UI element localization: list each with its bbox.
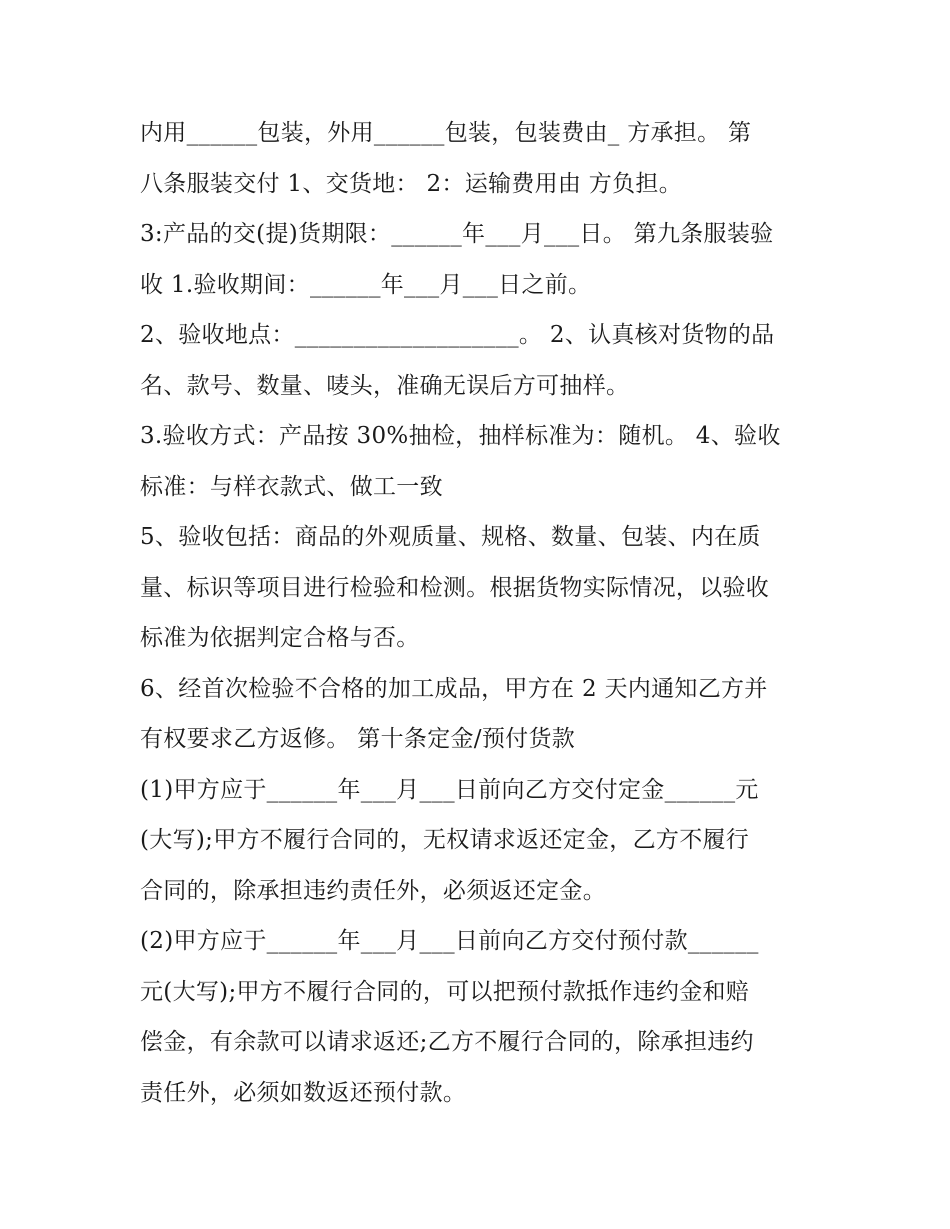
contract-text-body xyxy=(140,108,820,1118)
text-line: 八条服装交付 1、交货地： 2：运输费用由 方负担。 xyxy=(140,170,682,197)
text-line: 标准为依据判定合格与否。 xyxy=(140,625,420,651)
text-line: 5、验收包括：商品的外观质量、规格、数量、包装、内在质 xyxy=(140,524,761,550)
text-line: 名、款号、数量、唛头，准确无误后方可抽样。 xyxy=(140,372,630,399)
text-line: 偿金，有余款可以请求返还;乙方不履行合同的，除承担违约 xyxy=(140,1029,754,1055)
text-line: 6、经首次检验不合格的加工成品，甲方在 2 天内通知乙方并 xyxy=(140,675,768,702)
text-line: 3.验收方式：产品按 30%抽检，抽样标准为：随机。 4、验收 xyxy=(140,423,781,449)
text-line: 3:产品的交(提)货期限：______年___月___日。 第九条服装验 xyxy=(140,221,774,247)
text-line: 有权要求乙方返修。 第十条定金/预付货款 xyxy=(140,726,576,752)
text-line: 收 1.验收期间：______年___月___日之前。 xyxy=(140,271,592,298)
text-line: (2)甲方应于______年___月___日前向乙方交付预付款______ xyxy=(140,928,759,954)
text-line: 责任外，必须如数返还预付款。 xyxy=(140,1079,467,1106)
text-line: 2、验收地点：___________________。 2、认真核对货物的品 xyxy=(140,322,775,348)
text-line: 内用______包装，外用______包装，包装费由_ 方承担。 第 xyxy=(140,120,752,146)
text-line: 量、标识等项目进行检验和检测。根据货物实际情况，以验收 xyxy=(140,574,770,601)
text-line: 元(大写);甲方不履行合同的，可以把预付款抵作违约金和赔 xyxy=(140,978,750,1005)
text-line: 合同的，除承担违约责任外，必须返还定金。 xyxy=(140,877,606,904)
text-line: (1)甲方应于______年___月___日前向乙方交付定金______元 xyxy=(140,776,759,803)
text-line: (大写);甲方不履行合同的，无权请求返还定金，乙方不履行 xyxy=(140,827,750,853)
text-line: 标准：与样衣款式、做工一致 xyxy=(140,473,443,500)
